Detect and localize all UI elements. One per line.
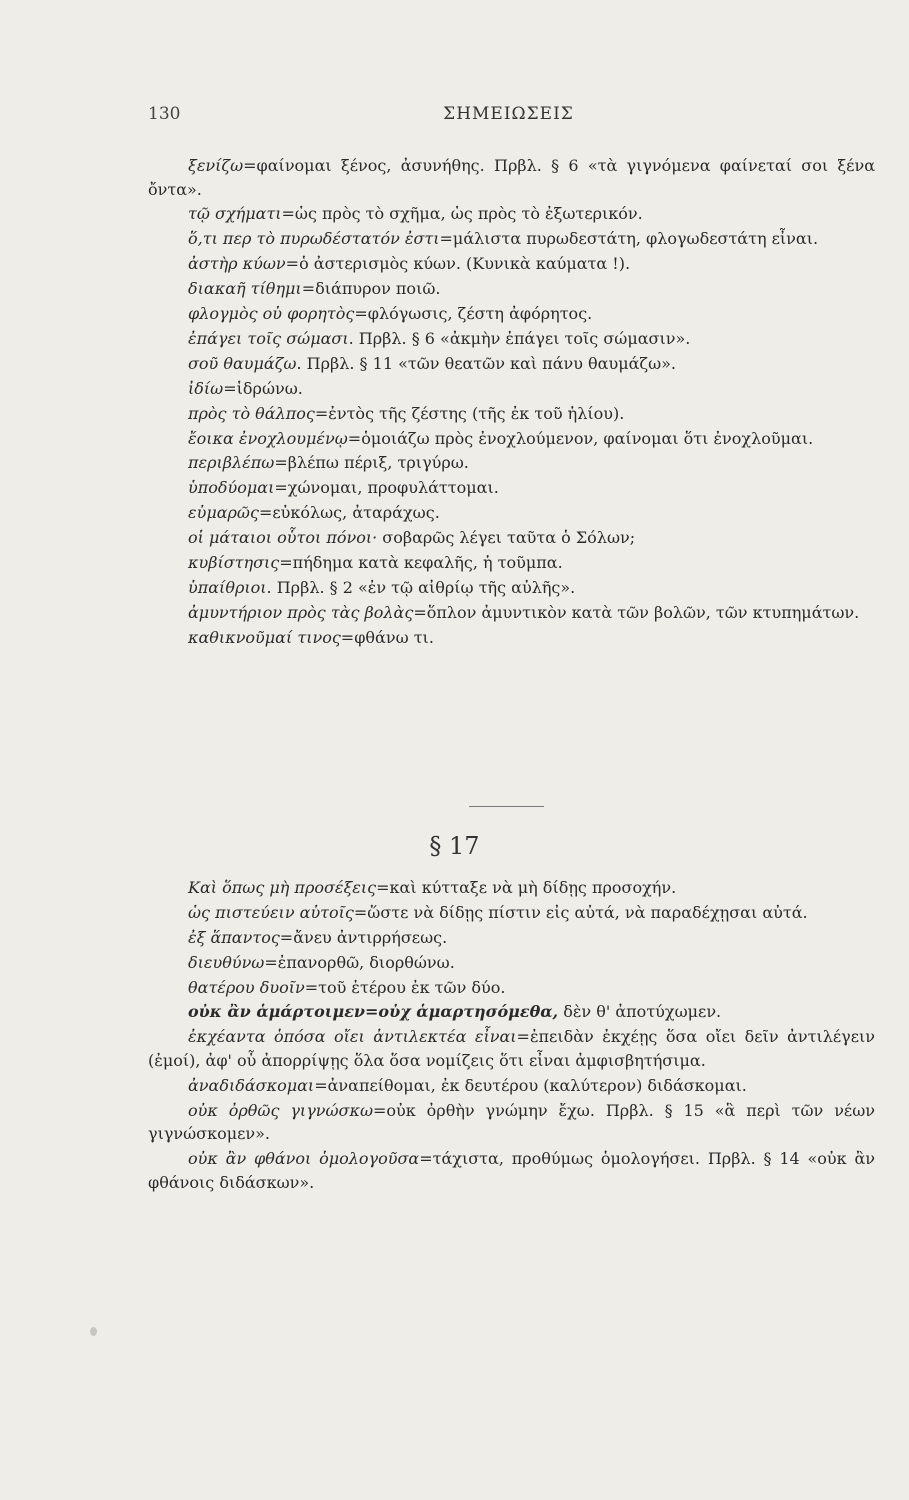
- note-gloss: =χώνομαι, προφυλάττομαι.: [274, 478, 499, 498]
- note-lemma: κυβίστησις: [188, 552, 280, 572]
- note-entry: [148, 526, 875, 550]
- page-number: 130: [148, 104, 181, 124]
- notes-block-bottom: [148, 876, 875, 1194]
- note-gloss: =τοῦ ἑτέρου ἐκ τῶν δύο.: [304, 977, 506, 997]
- note-gloss: =ὁ ἀστερισμὸς κύων. (Κυνικὰ καύματα !).: [285, 254, 631, 274]
- note-entry: [148, 252, 875, 276]
- section-heading: § 17: [429, 832, 480, 860]
- note-lemma: Καὶ ὅπως μὴ προσέξεις: [188, 878, 377, 897]
- note-lemma: οὐκ ἂν ἁμάρτοιμεν=οὐχ ἁμαρτησόμεθα,: [188, 1002, 559, 1022]
- note-lemma: διευθύνω: [188, 952, 265, 972]
- note-gloss: =φλόγωσις, ζέστη ἀφόρητος.: [354, 304, 593, 324]
- note-gloss: =ἱδρώνω.: [223, 378, 303, 398]
- note-entry: [148, 626, 875, 650]
- note-gloss: =ἄνευ ἀντιρρήσεως.: [279, 927, 448, 947]
- note-lemma: σοῦ θαυμάζω: [188, 353, 297, 373]
- section-divider: [469, 806, 544, 807]
- note-gloss: =πήδημα κατὰ κεφαλῆς, ἡ τοῦμπα.: [279, 552, 563, 572]
- note-lemma: καθικνοῦμαί τινος: [188, 627, 341, 647]
- note-gloss: . Πρβλ. § 11 «τῶν θεατῶν καὶ πάνυ θαυμάζω».: [296, 353, 676, 373]
- note-lemma: διακαῆ τίθημι: [188, 279, 302, 299]
- note-lemma: ἐξ ἅπαντος: [188, 927, 280, 947]
- note-lemma: ὅ,τι περ τὸ πυρωδέστατόν ἐστι: [188, 229, 440, 249]
- note-entry: [148, 1074, 875, 1098]
- note-gloss: =ἐντὸς τῆς ζέστης (τῆς ἐκ τοῦ ἡλίου).: [314, 403, 625, 423]
- notes-block-top: [148, 154, 875, 649]
- note-gloss: =φαίνομαι ξένος, ἀσυνήθης. Πρβλ. § 6 «τὰ γιγνόμενα φαίνεταί σοι ξένα ὄντα».: [148, 156, 875, 199]
- note-gloss: =βλέπω πέριξ, τριγύρω.: [274, 453, 469, 473]
- note-entry: [148, 576, 875, 600]
- note-entry: [148, 876, 875, 900]
- note-entry: [148, 926, 875, 950]
- note-entry: [148, 277, 875, 301]
- note-gloss: =μάλιστα πυρωδεστάτη, φλογωδεστάτη εἶναι.: [439, 229, 819, 249]
- note-gloss: =ἐπανορθῶ, διορθώνω.: [264, 952, 455, 972]
- note-gloss: . Πρβλ. § 2 «ἐν τῷ αἰθρίῳ τῆς αὐλῆς».: [266, 577, 576, 597]
- note-entry: [148, 1099, 875, 1146]
- note-lemma: οὐκ ὀρθῶς γιγνώσκω: [188, 1100, 373, 1120]
- paper-stain: [90, 1327, 97, 1336]
- note-entry: [148, 476, 875, 500]
- note-entry: [148, 951, 875, 975]
- note-lemma: ὑποδύομαι: [188, 478, 275, 498]
- note-lemma: ἀμυντήριον πρὸς τὰς βολὰς: [188, 602, 414, 622]
- note-entry: [148, 302, 875, 326]
- note-gloss: =καὶ κύτταξε νὰ μὴ δίδῃς προσοχήν.: [376, 878, 677, 897]
- note-gloss: σοβαρῶς λέγει ταῦτα ὁ Σόλων;: [377, 528, 636, 548]
- note-entry: [148, 501, 875, 525]
- note-entry: [148, 227, 875, 251]
- note-lemma: τῷ σχήματι: [188, 204, 282, 224]
- page-header: [148, 104, 869, 130]
- note-gloss: =οὐκ ὀρθὴν γνώμην ἔχω. Πρβλ. § 15 «ἃ περὶ τῶν νέων γιγνώσκομεν».: [148, 1100, 875, 1144]
- note-entry: [148, 402, 875, 426]
- note-lemma: οὐκ ἂν φθάνοι ὁμολογοῦσα: [188, 1149, 420, 1169]
- note-lemma: ἐπάγει τοῖς σώμασι: [188, 328, 349, 348]
- note-lemma: οἱ μάταιοι οὗτοι πόνοι·: [188, 528, 378, 548]
- note-lemma: ξενίζω: [188, 156, 244, 175]
- note-gloss: =εὐκόλως, ἀταράχως.: [258, 503, 440, 523]
- note-lemma: ἀστὴρ κύων: [188, 254, 286, 274]
- note-entry: [148, 551, 875, 575]
- note-lemma: ὑπαίθριοι: [188, 577, 267, 597]
- note-entry: [148, 327, 875, 351]
- note-lemma: φλογμὸς οὐ φορητὸς: [188, 304, 355, 324]
- note-gloss: . Πρβλ. § 6 «ἀκμὴν ἐπάγει τοῖς σώμασιν».: [348, 328, 691, 348]
- note-lemma: ἰδίω: [188, 378, 224, 398]
- note-gloss: =ἐπειδὰν ἐκχέῃς ὅσα οἴει δεῖν ἀντιλέγειν (ἐμοί), ἀφ' οὗ ἀπορρίψῃς ὅλα ὅσα νομίζεις ὅτι εἶναι ἀμφισβητήσιμα.: [148, 1027, 876, 1070]
- note-lemma: ἀναδιδάσκομαι: [188, 1075, 315, 1095]
- note-lemma: εὐμαρῶς: [188, 503, 259, 523]
- note-lemma: ἐκχέαντα ὁπόσα οἴει ἀντιλεκτέα εἶναι: [188, 1027, 517, 1047]
- note-entry: [148, 427, 875, 451]
- note-lemma: ἔοικα ἐνοχλουμένῳ: [188, 428, 348, 448]
- note-gloss: =ὁμοιάζω πρὸς ἐνοχλούμενον, φαίνομαι ὅτι ἐνοχλοῦμαι.: [347, 428, 814, 448]
- note-gloss: =διάπυρον ποιῶ.: [301, 279, 441, 299]
- note-entry: [148, 352, 875, 376]
- running-title: ΣΗΜΕΙΩΣΕΙΣ: [443, 104, 574, 124]
- note-gloss: =φθάνω τι.: [340, 627, 434, 647]
- note-entry: [148, 601, 875, 625]
- note-entry: [148, 377, 875, 401]
- note-gloss: =τάχιστα, προθύμως ὁμολογήσει. Πρβλ. § 14 «οὐκ ἂν φθάνοις διδάσκων».: [148, 1149, 875, 1192]
- note-entry: [148, 1000, 875, 1024]
- note-entry: [148, 451, 875, 475]
- note-entry: [148, 1025, 875, 1072]
- note-gloss: =ὡς πρὸς τὸ σχῆμα, ὡς πρὸς τὸ ἐξωτερικόν.: [281, 204, 643, 224]
- note-gloss: δὲν θ' ἀποτύχωμεν.: [558, 1002, 722, 1022]
- note-lemma: ὡς πιστεύειν αὐτοῖς: [188, 902, 354, 922]
- note-entry: [148, 154, 875, 201]
- note-lemma: πρὸς τὸ θάλπος: [188, 403, 315, 423]
- note-entry: [148, 976, 875, 1000]
- note-lemma: περιβλέπω: [188, 453, 275, 473]
- note-entry: [148, 1147, 875, 1194]
- note-lemma: θατέρου δυοῖν: [188, 977, 305, 997]
- note-gloss: =ὅπλον ἀμυντικὸν κατὰ τῶν βολῶν, τῶν κτυπημάτων.: [413, 602, 860, 622]
- note-entry: [148, 202, 875, 226]
- note-entry: [148, 901, 875, 925]
- note-gloss: =ὥστε νὰ δίδῃς πίστιν εἰς αὐτά, νὰ παραδέχῃσαι αὐτά.: [353, 902, 808, 922]
- note-gloss: =ἀναπείθομαι, ἐκ δευτέρου (καλύτερον) διδάσκομαι.: [314, 1075, 747, 1095]
